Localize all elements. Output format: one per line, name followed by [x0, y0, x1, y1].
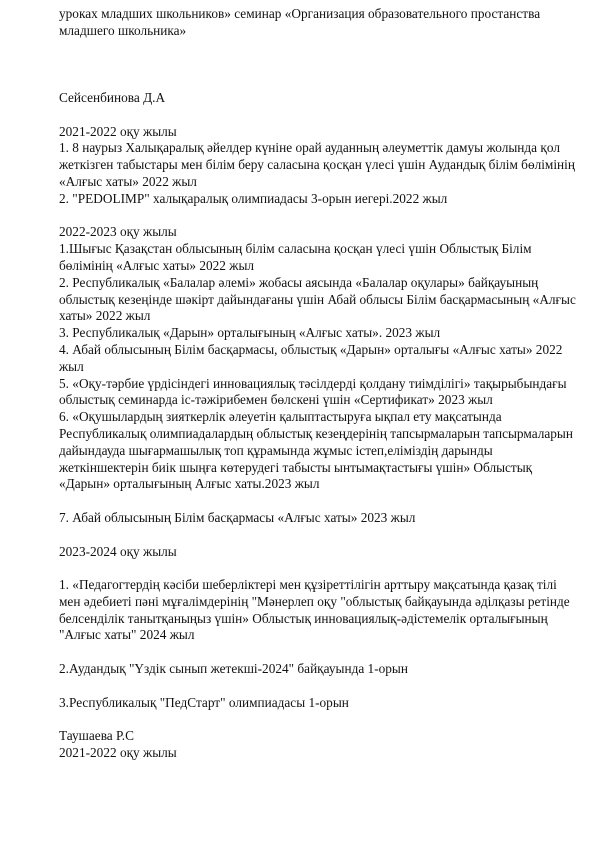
- award-item: 1.Шығыс Қазақстан облысының білім саласына қосқан үлесі үшін Облыстық Білім бөлімінің «Алғыс хаты» 2022 жыл: [59, 241, 532, 273]
- award-item: 7. Абай облысының Білім басқармасы «Алғыс хаты» 2023 жыл: [59, 509, 416, 525]
- spacer: [59, 40, 579, 90]
- award-item: 5. «Оқу-тәрбие үрдісіндегі инновациялық тәсілдерді қолдану тиімділігі» тақырыбындағы облыстық семинарда іс-тәжірибемен бөлскені үшін «Сертификат» 2023 жыл: [59, 375, 567, 408]
- award-item: 6. «Оқушылардың зияткерлік әлеуетін қалыптастыруға ықпал ету мақсатында Республикалық олимпиадалардың облыстық кезеңдерінің тапсырмаларын тапсырмаларын дайындауда шығармашылық топ құрамында жұмыс істеп,еліміздің дарынды жеткіншектерін биік шыңға көтерудегі табысты ынтымақтастығы үшін» Облыстық «Дарын» орталығының Алғыс хаты.2023 жыл: [59, 409, 573, 492]
- spacer: [59, 208, 579, 225]
- award-item: 1. «Педагогтердің кәсіби шеберліктері мен құзіреттілігін арттыру мақсатында қазақ тілі мен әдебиеті пәні мұғалімдерінің "Мәнерлеп оқу "облыстық байқауында әділқазы ретінде белсенділік танытқаныңыз үшін» Облыстық инновациялық-әдістемелік орталығының "Алғыс хаты" 2024 жыл: [59, 577, 570, 643]
- year-heading-2021-2022: 2021-2022 оқу жылы: [59, 745, 177, 761]
- spacer: [59, 711, 579, 728]
- award-item: 4. Абай облысының Білім басқармасы, облыстық «Дарын» орталығы «Алғыс хаты» 2022 жыл: [59, 341, 563, 374]
- award-item: 1. 8 наурыз Халықаралық әйелдер күніне орай ауданның әлеуметтік дамуы жолында қол жеткізген табыстары мен білім беру саласына қосқан үлесі үшін Аудандық білім бөлімінің «Алғыс хаты» 2022 жыл: [59, 140, 575, 189]
- spacer: [59, 527, 579, 544]
- award-item: 2. Республикалық «Балалар әлемі» жобасы аясында «Балалар оқулары» байқауының облыстық кезеңінде шәкірт дайындағаны үшін Абай облысы Білім басқармасының «Алғыс хаты» 2022 жыл: [59, 274, 576, 324]
- award-item: 3.Республикалық "ПедСтарт" олимпиадасы 1-орын: [59, 694, 349, 710]
- award-item: 2.Аудандық "Үздік сынып жетекші-2024" байқауында 1-орын: [59, 661, 408, 677]
- spacer: [59, 493, 579, 510]
- year-heading-2022-2023: 2022-2023 оқу жылы: [59, 224, 177, 240]
- seminar-line: уроках младших школьников» семинар «Организация образовательного простанства младшего школьника»: [59, 6, 541, 38]
- award-item: 3. Республикалық «Дарын» орталығының «Алғыс хаты». 2023 жыл: [59, 325, 441, 341]
- spacer: [59, 107, 579, 124]
- year-heading-2023-2024: 2023-2024 оқу жылы: [59, 543, 177, 559]
- spacer: [59, 644, 579, 661]
- spacer: [59, 678, 579, 695]
- spacer: [59, 560, 579, 577]
- document-page: [59, 6, 579, 762]
- year-heading-2021-2022: 2021-2022 оқу жылы: [59, 123, 177, 139]
- teacher-name: Сейсенбинова Д.А: [59, 89, 166, 105]
- award-item: 2. "PEDOLIMP" халықаралық олимпиадасы 3-орын иегері.2022 жыл: [59, 190, 448, 206]
- teacher-name: Таушаева Р.С: [59, 728, 134, 744]
